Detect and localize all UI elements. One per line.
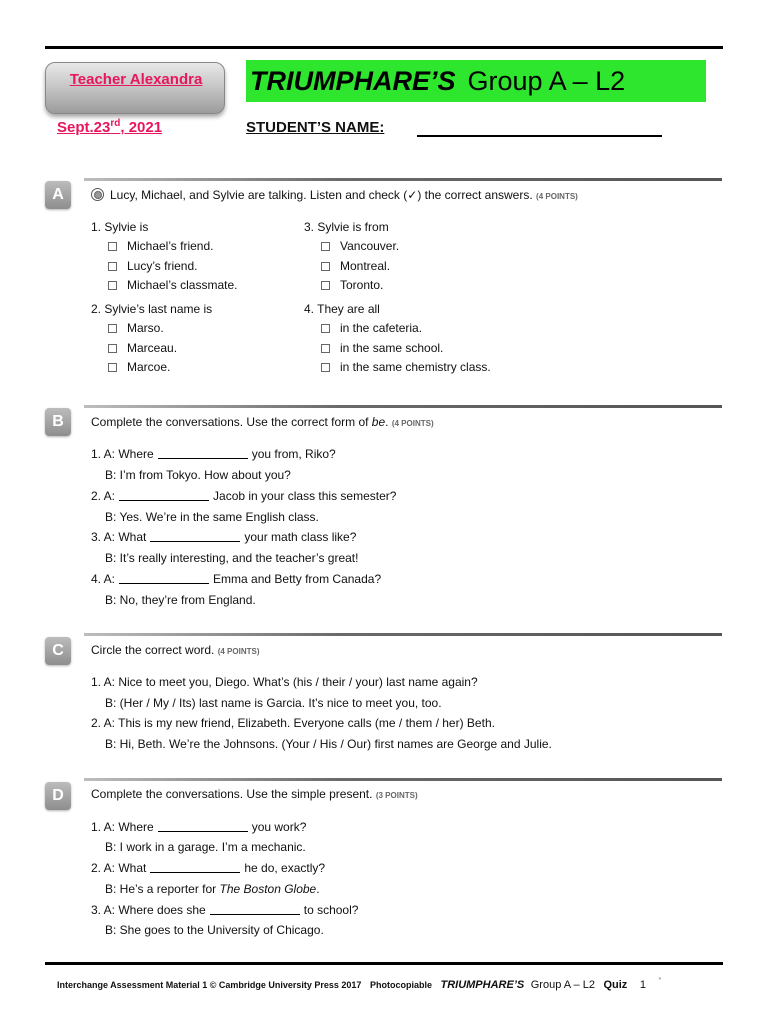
- checkbox[interactable]: [321, 242, 330, 251]
- checkbox[interactable]: [108, 344, 117, 353]
- option-label: Marcoe.: [127, 360, 171, 374]
- option-a2-1[interactable]: [108, 321, 164, 335]
- checkbox[interactable]: [108, 262, 117, 271]
- b-line-1: [91, 447, 336, 461]
- b-line-4: B: Yes. We’re in the same English class.: [105, 510, 319, 524]
- checkbox[interactable]: [321, 324, 330, 333]
- answer-blank[interactable]: [150, 531, 240, 542]
- checkbox[interactable]: [321, 363, 330, 372]
- title-banner: [246, 60, 706, 102]
- line-text: 3. A: Where does she: [91, 903, 206, 917]
- audio-icon[interactable]: [91, 188, 104, 201]
- answer-blank[interactable]: [158, 448, 248, 459]
- footer-photocopiable: Photocopiable: [369, 980, 432, 990]
- line-text: 2. A:: [91, 489, 116, 503]
- answer-blank[interactable]: [158, 821, 248, 832]
- checkbox[interactable]: [321, 262, 330, 271]
- line-text: 4. A:: [91, 572, 116, 586]
- student-name-label: STUDENT’S NAME:: [246, 119, 385, 136]
- section-a-badge: A: [45, 181, 71, 209]
- date-suffix: rd: [110, 118, 121, 129]
- title-group: Group A – L2: [467, 65, 626, 96]
- answer-blank[interactable]: [210, 904, 300, 915]
- section-c-instruction: [91, 643, 260, 657]
- footer-brand: TRIUMPHARE’S: [440, 979, 525, 991]
- option-label: Marso.: [127, 321, 164, 335]
- section-a-points: (4 POINTS): [536, 192, 578, 201]
- c-line-3: 2. A: This is my new friend, Elizabeth. Everyone calls (me / them / her) Beth.: [91, 716, 495, 730]
- question-a3: 3. Sylvie is from: [304, 220, 389, 234]
- question-a2: 2. Sylvie’s last name is: [91, 302, 213, 316]
- checkbox[interactable]: [321, 281, 330, 290]
- line-text: .: [316, 882, 320, 896]
- checkbox[interactable]: [108, 281, 117, 290]
- section-b-instruction: [91, 415, 434, 429]
- option-label: Michael’s friend.: [127, 239, 214, 253]
- date-year: , 2021: [120, 119, 163, 136]
- footer-page-number: 1: [639, 979, 646, 991]
- b-line-8: B: No, they’re from England.: [105, 593, 256, 607]
- teacher-badge: [45, 62, 225, 114]
- section-c-badge: C: [45, 637, 71, 665]
- line-text: B: He’s a reporter for: [105, 882, 220, 896]
- footer-group: Group A – L2: [530, 979, 595, 991]
- answer-blank[interactable]: [119, 573, 209, 584]
- line-text: 1. A: Where: [91, 820, 154, 834]
- option-a1-2[interactable]: [108, 259, 197, 273]
- checkbox[interactable]: [108, 324, 117, 333]
- option-label: Lucy’s friend.: [127, 259, 198, 273]
- line-text: Jacob in your class this semester?: [213, 489, 397, 503]
- instruction-text: .: [385, 415, 389, 429]
- section-c-points: (4 POINTS): [217, 647, 260, 656]
- option-label: in the same school.: [340, 341, 444, 355]
- option-label: Toronto.: [340, 278, 384, 292]
- d-line-4: [105, 882, 320, 896]
- checkbox[interactable]: [108, 242, 117, 251]
- footer-copyright: Interchange Assessment Material 1 © Cambridge University Press 2017: [57, 980, 362, 990]
- b-line-7: [91, 572, 381, 586]
- option-a4-3[interactable]: [321, 360, 491, 374]
- section-a-instruction-text: Lucy, Michael, and Sylvie are talking. Listen and check (✓) the correct answers.: [110, 188, 533, 202]
- title-brand: TRIUMPHARE’S: [250, 65, 456, 96]
- b-line-2: B: I’m from Tokyo. How about you?: [105, 468, 291, 482]
- d-line-6: B: She goes to the University of Chicago.: [105, 923, 324, 937]
- line-text: he do, exactly?: [244, 861, 326, 875]
- option-a2-3[interactable]: [108, 360, 170, 374]
- line-text: 2. A: What: [91, 861, 147, 875]
- line-text: you work?: [251, 820, 307, 834]
- instruction-text: Circle the correct word.: [91, 643, 215, 657]
- footer-mark: *: [658, 977, 662, 984]
- section-d-badge: D: [45, 782, 71, 810]
- d-line-1: [91, 820, 306, 834]
- c-line-1: 1. A: Nice to meet you, Diego. What’s (his / their / your) last name again?: [91, 675, 478, 689]
- c-line-2: B: (Her / My / Its) last name is Garcia. It’s nice to meet you, too.: [105, 696, 442, 710]
- option-label: Marceau.: [127, 341, 178, 355]
- option-a4-2[interactable]: [321, 341, 443, 355]
- question-a4: 4. They are all: [304, 302, 380, 316]
- footer-rule: [45, 962, 723, 965]
- b-line-3: [91, 489, 396, 503]
- instruction-emphasis: be: [371, 415, 386, 429]
- section-d-rule: [84, 778, 722, 781]
- instruction-text: Complete the conversations. Use the correct form of: [91, 415, 372, 429]
- b-line-6: B: It’s really interesting, and the teacher’s great!: [105, 551, 359, 565]
- answer-blank[interactable]: [150, 862, 240, 873]
- question-a1: 1. Sylvie is: [91, 220, 149, 234]
- date-main: Sept.23: [57, 119, 111, 136]
- line-text: your math class like?: [244, 530, 357, 544]
- teacher-name: Teacher Alexandra: [69, 71, 203, 88]
- section-d-points: (3 POINTS): [375, 791, 418, 800]
- option-a1-3[interactable]: [108, 278, 237, 292]
- option-label: in the same chemistry class.: [340, 360, 491, 374]
- option-label: in the cafeteria.: [340, 321, 423, 335]
- option-label: Vancouver.: [340, 239, 400, 253]
- option-label: Montreal.: [340, 259, 391, 273]
- d-line-5: [91, 903, 358, 917]
- option-a2-2[interactable]: [108, 341, 177, 355]
- option-a1-1[interactable]: [108, 239, 213, 253]
- option-label: Michael’s classmate.: [127, 278, 238, 292]
- section-d-instruction: [91, 787, 418, 801]
- section-b-rule: [84, 405, 722, 408]
- c-line-4: B: Hi, Beth. We’re the Johnsons. (Your / His / Our) first names are George and Julie.: [105, 737, 552, 751]
- publication-title: The Boston Globe: [219, 882, 317, 896]
- option-a3-2[interactable]: [321, 259, 390, 273]
- answer-blank[interactable]: [119, 490, 209, 501]
- footer-quiz: Quiz: [603, 979, 628, 991]
- option-a4-1[interactable]: [321, 321, 422, 335]
- checkbox[interactable]: [321, 344, 330, 353]
- section-b-badge: B: [45, 408, 71, 436]
- top-rule: [45, 46, 723, 49]
- line-text: 3. A: What: [91, 530, 147, 544]
- line-text: you from, Riko?: [251, 447, 336, 461]
- quiz-date: [57, 118, 162, 136]
- option-a3-1[interactable]: [321, 239, 399, 253]
- student-name-field[interactable]: [417, 135, 662, 137]
- section-b-points: (4 POINTS): [391, 419, 434, 428]
- checkbox[interactable]: [108, 363, 117, 372]
- section-c-rule: [84, 633, 722, 636]
- page-footer: [57, 977, 661, 991]
- d-line-2: B: I work in a garage. I’m a mechanic.: [105, 840, 306, 854]
- b-line-5: [91, 530, 356, 544]
- section-a-rule: [84, 178, 722, 181]
- line-text: to school?: [303, 903, 359, 917]
- option-a3-3[interactable]: [321, 278, 383, 292]
- d-line-3: [91, 861, 325, 875]
- section-a-instruction: [91, 188, 578, 202]
- line-text: 1. A: Where: [91, 447, 154, 461]
- instruction-text: Complete the conversations. Use the simple present.: [91, 787, 373, 801]
- line-text: Emma and Betty from Canada?: [213, 572, 382, 586]
